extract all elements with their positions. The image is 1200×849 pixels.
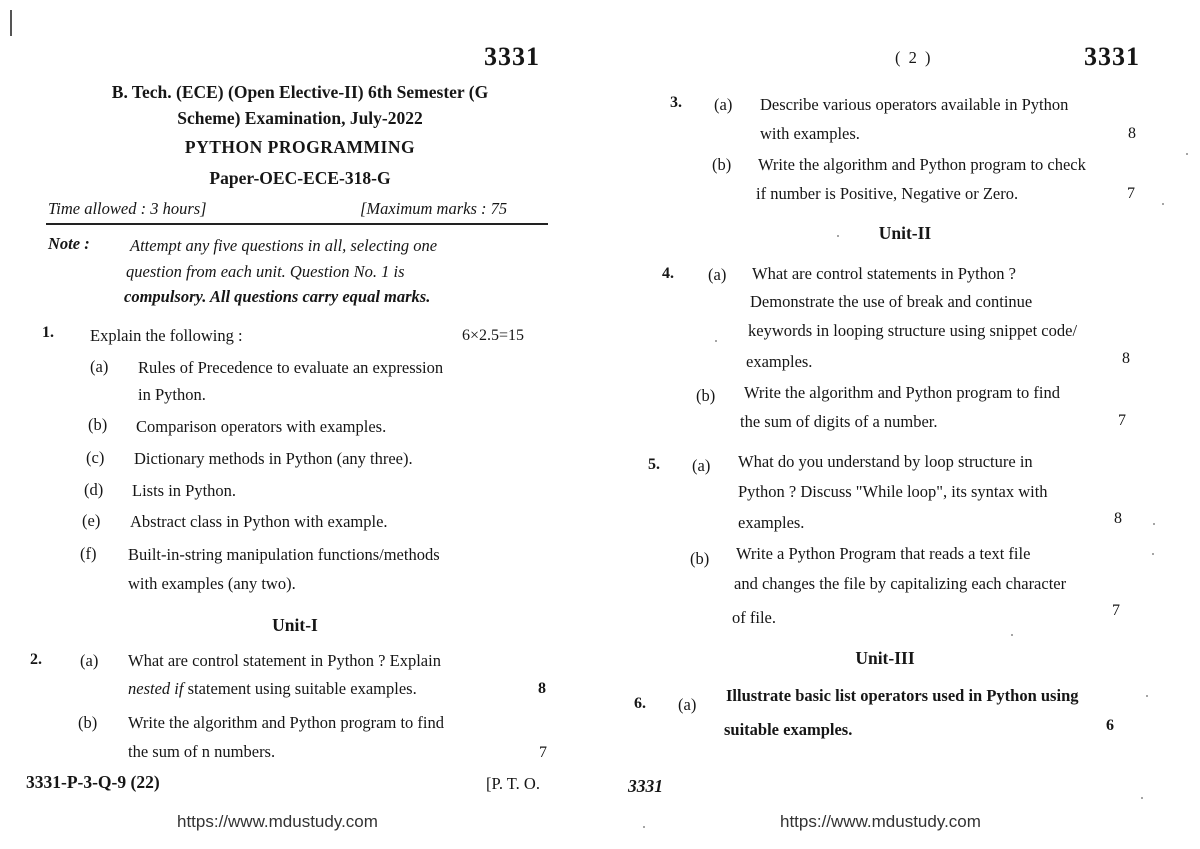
q2a-label: (a) xyxy=(80,651,99,670)
q2b-label: (b) xyxy=(78,713,98,732)
q6a-line-2: suitable examples. xyxy=(724,720,853,739)
q3a-marks: 8 xyxy=(1128,125,1136,142)
footer-code-right: 3331 xyxy=(628,776,663,796)
q6-number: 6. xyxy=(634,695,646,712)
q6a-label: (a) xyxy=(678,695,697,714)
q3-number: 3. xyxy=(670,94,682,111)
q4a-line-2: Demonstrate the use of break and continue xyxy=(750,292,1033,311)
q3b-line-2: if number is Positive, Negative or Zero. xyxy=(756,184,1019,203)
time-allowed: Time allowed : 3 hours] xyxy=(48,199,207,218)
q1f-line-1: Built-in-string manipulation functions/methods xyxy=(128,545,440,564)
right-page xyxy=(600,0,1200,849)
q5b-label: (b) xyxy=(690,549,710,568)
footer-url-right[interactable]: https://www.mdustudy.com xyxy=(780,812,981,831)
footer-code: 3331-P-3-Q-9 (22) xyxy=(26,772,160,792)
q1a-label: (a) xyxy=(90,357,109,376)
q2a-line-1: What are control statement in Python ? Explain xyxy=(128,651,441,670)
q1c-label: (c) xyxy=(86,448,105,467)
paper-code-line: Paper-OEC-ECE-318-G xyxy=(209,168,391,188)
scan-speck xyxy=(1162,203,1164,205)
q1a-line-2: in Python. xyxy=(138,385,206,404)
unit-3-heading: Unit-III xyxy=(855,648,915,668)
unit-2-heading: Unit-II xyxy=(878,223,932,243)
q1b-label: (b) xyxy=(88,415,108,434)
q5b-marks: 7 xyxy=(1112,602,1120,619)
q3a-line-1: Describe various operators available in Python xyxy=(760,95,1069,114)
q1e-label: (e) xyxy=(82,511,101,530)
paper-code-top-right: 3331 xyxy=(1084,42,1140,71)
q2b-line-2: the sum of n numbers. xyxy=(128,742,276,761)
scan-speck xyxy=(1011,634,1013,636)
q3b-line-1: Write the algorithm and Python program to check xyxy=(758,155,1086,174)
q1-stem: Explain the following : xyxy=(90,326,243,345)
header-rule xyxy=(46,223,548,225)
q1f-label: (f) xyxy=(80,544,97,563)
scan-speck xyxy=(1153,523,1155,525)
subject-title: PYTHON PROGRAMMING xyxy=(184,137,416,157)
q1f-line-2: with examples (any two). xyxy=(128,574,296,593)
q4a-line-4: examples. xyxy=(746,352,813,371)
q5b-line-1: Write a Python Program that reads a text file xyxy=(736,544,1031,563)
q5b-line-3: of file. xyxy=(732,608,776,627)
scan-speck xyxy=(1141,797,1143,799)
scan-speck xyxy=(1152,553,1154,555)
q1d-line: Lists in Python. xyxy=(132,481,237,500)
q6a-line-1: Illustrate basic list operators used in Python using xyxy=(726,686,1079,705)
q4b-marks: 7 xyxy=(1118,412,1126,429)
q1b-line: Comparison operators with examples. xyxy=(136,417,387,436)
q5a-line-3: examples. xyxy=(738,513,805,532)
page-number: ( 2 ) xyxy=(895,48,933,67)
q1-marks: 6×2.5=15 xyxy=(462,327,525,344)
note-line-1: Attempt any five questions in all, selecting one xyxy=(130,236,438,255)
q4b-label: (b) xyxy=(696,386,716,405)
q1a-line-1: Rules of Precedence to evaluate an expression xyxy=(138,358,444,377)
heading-line-1: B. Tech. (ECE) (Open Elective-II) 6th Semester (G xyxy=(111,82,489,102)
scan-speck xyxy=(715,340,717,342)
q5-number: 5. xyxy=(648,456,660,473)
q4b-line-2: the sum of digits of a number. xyxy=(740,412,938,431)
scan-speck xyxy=(643,826,645,828)
q3b-label: (b) xyxy=(712,155,732,174)
q3b-marks: 7 xyxy=(1127,185,1135,202)
q5a-marks: 8 xyxy=(1114,510,1122,527)
q6a-marks: 6 xyxy=(1106,717,1114,734)
q2b-marks: 7 xyxy=(539,744,547,761)
scan-speck xyxy=(1146,695,1148,697)
q1-number: 1. xyxy=(42,324,54,341)
scan-speck xyxy=(1186,153,1188,155)
unit-1-heading: Unit-I xyxy=(272,615,318,635)
q4a-line-1: What are control statements in Python ? xyxy=(752,264,1016,283)
q2a-italic-term: nested if xyxy=(128,679,184,698)
q5a-line-1: What do you understand by loop structure in xyxy=(738,452,1033,471)
q1c-line: Dictionary methods in Python (any three). xyxy=(134,449,413,468)
scan-speck xyxy=(837,235,839,237)
q3a-line-2: with examples. xyxy=(760,124,860,143)
q4-number: 4. xyxy=(662,265,674,282)
q2a-line-2 xyxy=(128,679,417,699)
q4b-line-1: Write the algorithm and Python program to find xyxy=(744,383,1060,402)
heading-line-2: Scheme) Examination, July-2022 xyxy=(177,108,423,128)
q5a-line-2: Python ? Discuss "While loop", its syntax with xyxy=(738,482,1048,501)
q2b-line-1: Write the algorithm and Python program to find xyxy=(128,713,444,732)
q1d-label: (d) xyxy=(84,480,104,499)
q2a-line-2-rest: statement using suitable examples. xyxy=(183,679,417,698)
pto: [P. T. O. xyxy=(486,774,540,793)
q3a-label: (a) xyxy=(714,95,733,114)
q4a-marks: 8 xyxy=(1122,350,1130,367)
note-label: Note : xyxy=(48,234,90,253)
q1e-line: Abstract class in Python with example. xyxy=(130,512,388,531)
note-line-3: compulsory. All questions carry equal marks. xyxy=(124,287,431,306)
paper-code-top: 3331 xyxy=(484,42,540,71)
q2-number: 2. xyxy=(30,651,42,668)
q5b-line-2: and changes the file by capitalizing each character xyxy=(734,574,1067,593)
q5a-label: (a) xyxy=(692,456,711,475)
note-line-2: question from each unit. Question No. 1 is xyxy=(126,262,405,281)
q2a-marks: 8 xyxy=(538,680,546,697)
max-marks: [Maximum marks : 75 xyxy=(360,199,508,218)
footer-url[interactable]: https://www.mdustudy.com xyxy=(177,812,378,831)
q4a-line-3: keywords in looping structure using snippet code/ xyxy=(748,321,1078,340)
q4a-label: (a) xyxy=(708,265,727,284)
